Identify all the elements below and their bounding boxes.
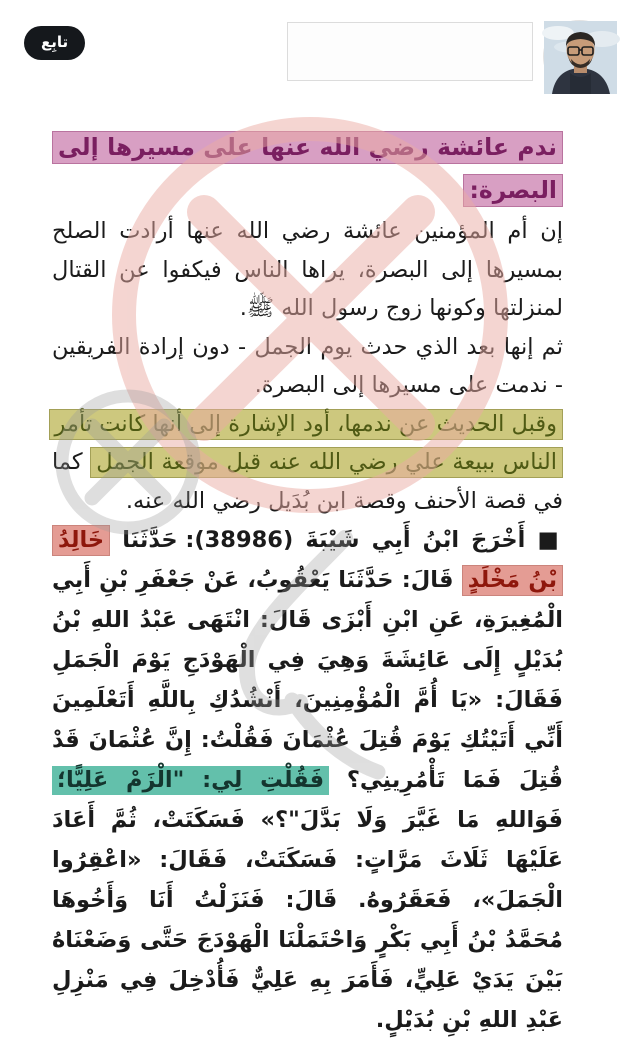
profile-photo-icon: [544, 21, 617, 94]
redacted-username-box[interactable]: [287, 22, 533, 81]
follow-button[interactable]: تابِع: [24, 26, 85, 60]
regret-paragraph: ثم إنها بعد الذي حدث يوم الجمل - دون إرادة الفريقين - ندمت على مسيرها إلى البصرة.: [52, 333, 563, 398]
title-highlight: ندم عائشة رضي الله عنها على مسيرها إلى البصرة:: [52, 131, 563, 207]
note-rest: كما في قصة الأحنف وقصة ابن بُدَيل رضي الله عنه.: [52, 449, 563, 514]
quote-highlight: فَقُلْتِ لِي: "الْزَمْ عَلِيًّا؛: [52, 766, 329, 795]
intro-paragraph: إن أم المؤمنين عائشة رضي الله عنها أرادت الصلح بمسيرها إلى البصرة، يراها الناس فيكفوا عن القتال لمنزلتها وكونها زوج رسول الله ﷺ.: [52, 218, 563, 321]
note-paragraph: [52, 405, 563, 521]
post-header: [0, 0, 623, 112]
article-title: [52, 126, 563, 212]
hadith-paragraph: [52, 520, 563, 1040]
note-highlight: وقبل الحديث عن ندمها، أود الإشارة إلى أنها كانت تأمر الناس ببيعة علي رضي الله عنه قبل موقعة الجمل: [49, 409, 563, 479]
narrator-highlight: خَالِدُ بْنُ مَخْلَدٍ: [52, 525, 563, 596]
hadith-middle: قَالَ: حَدَّثَنَا يَعْقُوبُ، عَنْ جَعْفَرِ بْنِ أَبِي الْمُغِيرَةِ، عَنِ ابْنِ أَبْزَى قَالَ: انْتَهَى عَبْدُ اللهِ بْنُ بُدَيْلٍ إِلَى عَائِشَةَ وَهِيَ فِي الْهَوْدَجِ يَوْمَ الْجَمَلِ فَقَالَ: «يَا أُمَّ الْمُؤْمِنِينَ، أَنْشُدُكِ بِاللَّهِ أَتَعْلَمِينَ أَنِّي أَتَيْتُكِ يَوْمَ قُتِلَ عُثْمَانَ فَقُلْتُ: إِنَّ عُثْمَانَ قَدْ قُتِلَ فَمَا تَأْمُرِينِي؟: [52, 567, 563, 793]
article-body: [0, 112, 623, 1040]
avatar[interactable]: [543, 20, 616, 93]
hadith-intro: ■ أَخْرَجَ ابْنُ أَبِي شَيْبَةَ (38986): حَدَّثَنَا: [110, 527, 563, 553]
hadith-end: فَوَاللهِ مَا غَيَّرَ وَلَا بَدَّلَ"؟» فَسَكَتَتْ، ثُمَّ أَعَادَ عَلَيْهَا ثَلَاثَ مَرَّاتٍ: فَسَكَتَتْ، فَقَالَ: «اعْقِرُوا الْجَمَلَ»، فَعَقَرُوهُ. قَالَ: فَنَزَلْتُ أَنَا وَأَخُوهَا مُحَمَّدُ بْنُ أَبِي بَكْرٍ وَاحْتَمَلْنَا الْهَوْدَجَ حَتَّى وَضَعْنَاهُ بَيْنَ يَدَيْ عَلِيٍّ، فَأَمَرَ بِهِ عَلِيٌّ فَأُدْخِلَ فِي مَنْزِلِ عَبْدِ اللهِ بْنِ بُدَيْلٍ.: [52, 807, 563, 1033]
